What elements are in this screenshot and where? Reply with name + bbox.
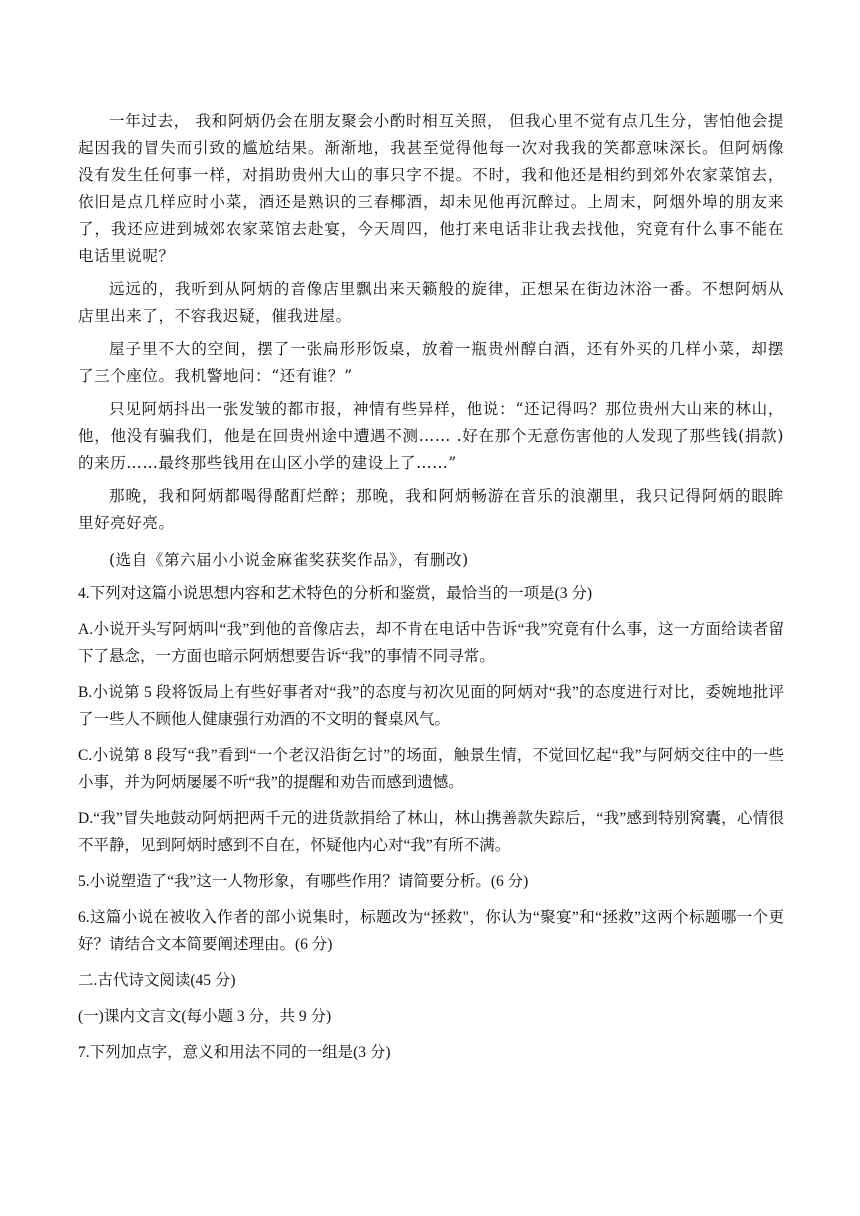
question-4-option-d: D.“我”冒失地鼓动阿炳把两千元的进货款捐给了林山，林山携善款失踪后，“我”感到特别窝囊，心情很不平静，见到阿炳时感到不自在，怀疑他内心对“我”有所不满。 xyxy=(78,810,784,854)
question-4-option-c: C.小说第 8 段写“我”看到“一个老汉沿街乞讨”的场面，触景生情，不觉回忆起“我”与阿炳交往中的一些小事，并为阿炳屡屡不听“我”的提醒和劝告而感到遗憾。 xyxy=(78,747,784,791)
question-5: 5.小说塑造了“我”这一人物形象，有哪些作用？请简要分析。(6 分) xyxy=(78,873,529,890)
story-paragraph-4: 只见阿炳抖出一张发皱的都市报，神情有些异样，他说：“还记得吗？那位贵州大山来的林山，他，他没有骗我们，他是在回贵州途中遭遇不测…… .好在那个无意伤害他的人发现了那些钱(捐款)的来历……最终那些钱用在山区小学的建设上了……” xyxy=(78,400,784,472)
question-6: 6.这篇小说在被收入作者的部小说集时，标题改为“拯救"，你认为“聚宴”和“拯救”这两个标题哪一个更好？请结合文本简要阐述理由。(6 分) xyxy=(78,909,784,953)
section-2-heading: 二.古代诗文阅读(45 分) xyxy=(78,972,236,989)
story-paragraph-5: 那晚，我和阿炳都喝得酩酊烂醉；那晚，我和阿炳畅游在音乐的浪潮里，我只记得阿炳的眼眸里好亮好亮。 xyxy=(78,487,784,532)
question-4-option-b: B.小说第 5 段将饭局上有些好事者对“我”的态度与初次见面的阿炳对“我”的态度进行对比，委婉地批评了一些人不顾他人健康强行劝酒的不文明的餐桌风气。 xyxy=(78,684,784,728)
document-page xyxy=(78,0,784,1066)
story-paragraph-2: 远远的，我听到从阿炳的音像店里飘出来天籁般的旋律，正想呆在街边沐浴一番。不想阿炳从店里出来了，不容我迟疑，催我进屋。 xyxy=(78,280,784,325)
subsection-1-heading: (一)课内文言文(每小题 3 分，共 9 分) xyxy=(78,1008,332,1025)
question-4: 4.下列对这篇小说思想内容和艺术特色的分析和鉴赏，最恰当的一项是(3 分) xyxy=(78,585,593,602)
story-paragraph-3: 屋子里不大的空间，摆了一张扁形形饭桌，放着一瓶贵州醇白酒，还有外买的几样小菜，却摆了三个座位。我机警地问：“还有谁？” xyxy=(78,340,784,385)
question-7: 7.下列加点字，意义和用法不同的一组是(3 分) xyxy=(78,1044,391,1061)
source-citation: (选自《第六届小小说金麻雀奖获奖作品》，有删改) xyxy=(109,551,469,569)
story-paragraph-1: 一年过去， 我和阿炳仍会在朋友聚会小酌时相互关照， 但我心里不觉有点几生分，害怕他会提起因我的冒失而引致的尴尬结果。渐渐地，我甚至觉得他每一次对我我的笑都意味深长。但阿炳像没有发生任何事一样，对捐助贵州大山的事只字不提。不时，我和他还是相约到郊外农家菜馆去，依旧是点几样应时小菜，酒还是熟识的三春椰酒，却未见他再沉醉过。上周末，阿烟外埠的朋友来了，我还应进到城郊农家菜馆去赴宴，今天周四，他打来电话非让我去找他，究竟有什么事不能在电话里说呢？ xyxy=(78,112,784,265)
question-4-option-a: A.小说开头写阿炳叫“我”到他的音像店去，却不肯在电话中告诉“我”究竟有什么事，这一方面给读者留下了悬念，一方面也暗示阿炳想要告诉“我”的事情不同寻常。 xyxy=(78,621,784,665)
question-section xyxy=(78,580,784,1066)
story-excerpt xyxy=(78,108,784,574)
